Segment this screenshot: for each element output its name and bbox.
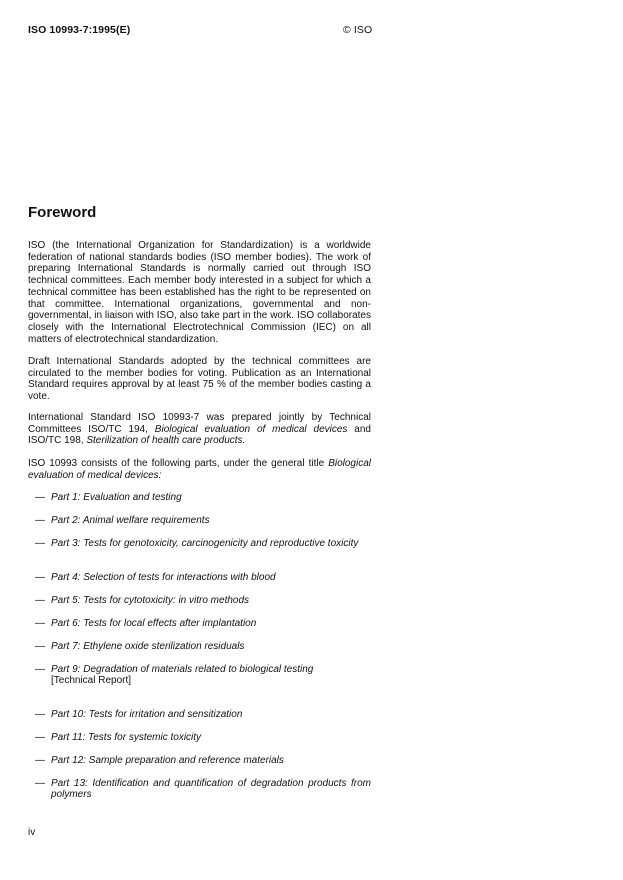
dash-bullet: —: [35, 618, 45, 629]
part-title: Part 11: Tests for systemic toxicity: [51, 732, 202, 744]
part-title: Part 5: Tests for cytotoxicity: in vitro methods: [51, 595, 250, 606]
part-list-item: [28, 538, 371, 549]
part-list-item: [28, 778, 371, 800]
part-list-item: [28, 664, 371, 686]
paragraph-text: ISO (the International Organization for Standardization) is a worldwide federation of national standards bodies (ISO member bodies). The work of preparing International Standards is normally carried out through ISO technical committees. Each member body interested in a subject for which a technical committee has been established has the right to be represented on that committee. International organizations, governmental and non-governmental, in liaison with ISO, also take part in the work. ISO collaborates closely with the International Electrotechnical Commission (IEC) on all matters of electrotechnical standardization.: [28, 240, 371, 345]
dash-bullet: —: [35, 492, 45, 503]
part-list-item: [28, 572, 371, 583]
part-list-item: [28, 492, 371, 503]
paragraph-preparation: [28, 412, 371, 447]
part-list-item: [28, 709, 371, 720]
committee-title-italic: Biological evaluation of medical devices: [154, 423, 348, 435]
part-title: Part 12: Sample preparation and reference materials: [51, 755, 284, 767]
part-list-item: [28, 618, 371, 629]
part-list-item: [28, 515, 371, 526]
part-title: Part 7: Ethylene oxide sterilization residuals: [51, 641, 245, 652]
text-run: and ISO/TC 198,: [28, 423, 371, 447]
part-list-item: [28, 732, 371, 743]
dash-bullet: —: [35, 664, 45, 675]
part-title: Part 1: Evaluation and testing: [51, 492, 182, 503]
part-list-item: [28, 595, 371, 606]
page-title: Foreword: [28, 204, 97, 221]
copyright-mark: © ISO: [343, 24, 373, 36]
dash-bullet: —: [35, 595, 45, 606]
paragraph-text: Draft International Standards adopted by the technical committees are circulated to the member bodies for voting. Publication as an International Standard requires approval by at least 75 % of the member bodies casting a vote.: [28, 356, 371, 403]
text-run: ISO 10993 consists of the following parts, under the general title: [28, 458, 329, 469]
part-title: Part 10: Tests for irritation and sensitization: [51, 709, 243, 721]
part-title: Part 2: Animal welfare requirements: [51, 515, 210, 526]
committee-title-italic: Sterilization of health care products.: [86, 435, 246, 447]
paragraph-parts-intro: [28, 458, 371, 481]
dash-bullet: —: [35, 755, 45, 767]
part-list-item: [28, 755, 371, 766]
standard-designation: ISO 10993-7:1995(E): [28, 24, 131, 36]
text-run: International Standard ISO 10993-7 was prepared jointly by Technical Committees ISO/TC 194,: [28, 412, 371, 435]
part-title: Part 3: Tests for genotoxicity, carcinogenicity and reproductive toxicity: [51, 538, 359, 549]
part-list-item: [28, 641, 371, 652]
dash-bullet: —: [35, 641, 45, 652]
dash-bullet: —: [35, 709, 45, 721]
paragraph-text: [28, 458, 371, 481]
general-title-italic: Biological evaluation of medical devices:: [28, 458, 371, 481]
paragraph-draft-standards: [28, 356, 371, 403]
parts-list: [28, 492, 371, 801]
part-title: Part 9: Degradation of materials related to biological testing: [51, 664, 314, 675]
dash-bullet: —: [35, 778, 45, 790]
part-note: [Technical Report]: [51, 675, 132, 687]
part-title: Part 13: Identification and quantification of degradation products from polymers: [51, 778, 371, 801]
part-title: Part 4: Selection of tests for interactions with blood: [51, 572, 276, 583]
dash-bullet: —: [35, 732, 45, 744]
page-number: iv: [28, 827, 36, 838]
dash-bullet: —: [35, 538, 45, 549]
part-title: Part 6: Tests for local effects after implantation: [51, 618, 257, 629]
dash-bullet: —: [35, 572, 45, 583]
paragraph-iso-intro: [28, 240, 371, 345]
paragraph-text: [28, 412, 371, 447]
dash-bullet: —: [35, 515, 45, 526]
